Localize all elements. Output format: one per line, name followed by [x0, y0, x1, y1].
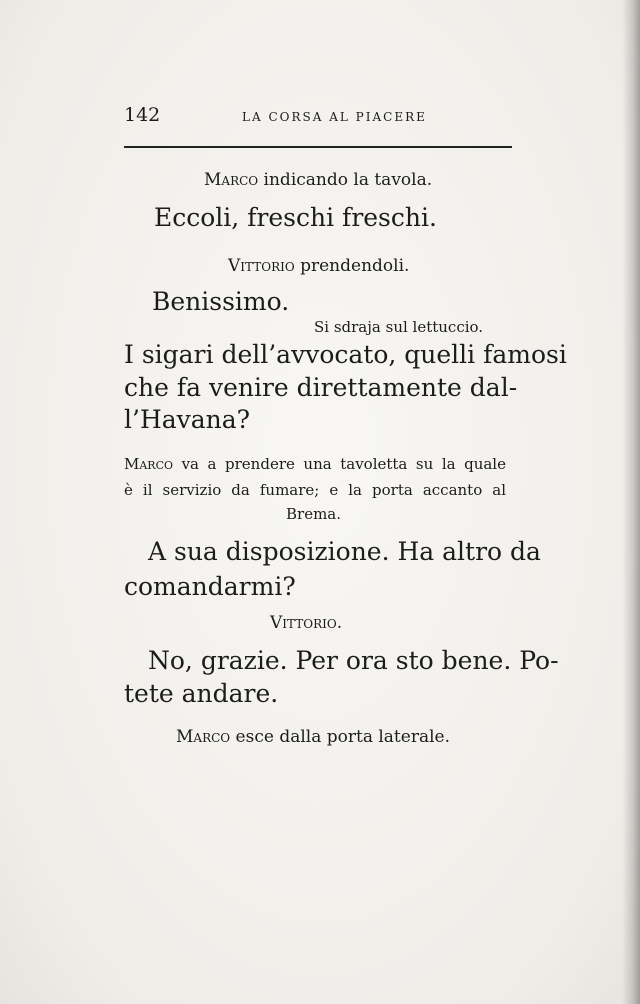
- direction-text: prendendoli.: [300, 256, 410, 276]
- running-title: LA CORSA AL PIACERE: [242, 110, 427, 124]
- dialogue-line: I sigari dell’avvocato, quelli famosi: [124, 340, 567, 369]
- speaker-name: Marco: [124, 455, 174, 473]
- dialogue-line: No, grazie. Per ora sto bene. Po-: [148, 646, 559, 675]
- stage-direction: [204, 170, 432, 190]
- dialogue-line: tete andare.: [124, 679, 279, 708]
- stage-direction: è il servizio da fumare; e la porta accanto al: [124, 481, 506, 499]
- stage-direction: [124, 455, 506, 473]
- stage-direction: [270, 613, 342, 633]
- dialogue-line: che fa venire direttamente dal-: [124, 373, 518, 402]
- dialogue-line: l’Havana?: [124, 405, 251, 434]
- dialogue-line: Eccoli, freschi freschi.: [154, 203, 437, 232]
- speaker-name: Marco: [176, 727, 231, 747]
- page-header: [124, 100, 512, 130]
- page-number: 142: [124, 104, 161, 126]
- speaker-name: Vittorio.: [270, 613, 343, 633]
- speaker-name: Marco: [204, 170, 259, 190]
- stage-direction: [176, 727, 450, 747]
- stage-direction: Si sdraja sul lettuccio.: [314, 318, 484, 336]
- header-rule: [124, 146, 512, 148]
- speaker-name: Vittorio: [228, 256, 295, 276]
- direction-text: esce dalla porta laterale.: [235, 727, 450, 747]
- page-edge-shadow: [622, 0, 640, 1004]
- stage-direction: [228, 256, 409, 276]
- direction-text: va a prendere una tavoletta su la quale: [181, 455, 506, 473]
- stage-direction: Brema.: [286, 505, 342, 523]
- dialogue-line: A sua disposizione. Ha altro da: [148, 537, 541, 566]
- dialogue-line: comandarmi?: [124, 572, 296, 601]
- dialogue-line: Benissimo.: [152, 287, 290, 316]
- direction-text: indicando la tavola.: [263, 170, 433, 190]
